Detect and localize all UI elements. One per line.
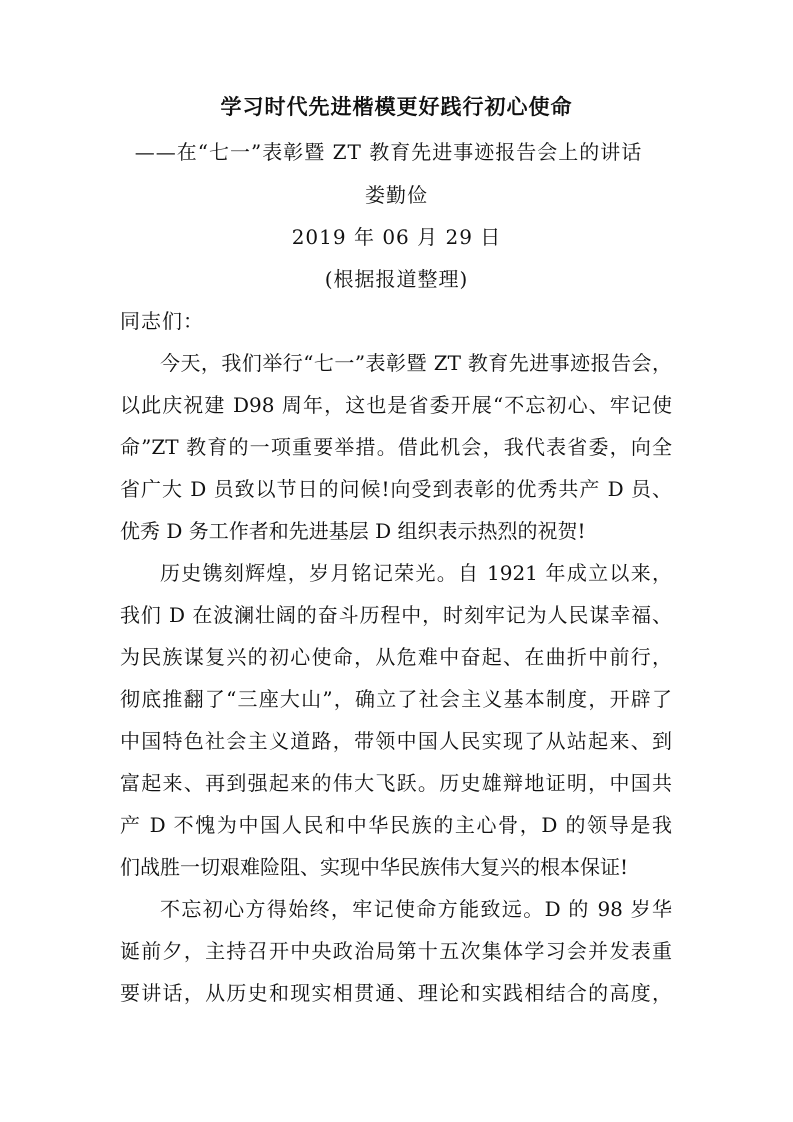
body-line: 彻底推翻了“三座大山”，确立了社会主义基本制度，开辟了 <box>120 687 672 711</box>
speech-date: 2019 年 06 月 29 日 <box>291 225 502 249</box>
body-line: 为民族谋复兴的初心使命，从危难中奋起、在曲折中前行， <box>120 645 672 669</box>
body-line: 要讲话，从历史和现实相贯通、理论和实践相结合的高度， <box>120 981 672 1005</box>
source-note: (根据报道整理) <box>324 267 469 291</box>
body-line: 诞前夕，主持召开中央政治局第十五次集体学习会并发表重 <box>120 939 672 963</box>
document-title: 学习时代先进楷模更好践行初心使命 <box>220 94 573 119</box>
author-name: 娄勤俭 <box>365 183 428 207</box>
salutation: 同志们： <box>120 309 204 333</box>
document-subtitle: ——在“七一”表彰暨 ZT 教育先进事迹报告会上的讲话 <box>134 140 643 164</box>
body-line: 省广大 D 员致以节日的问候!向受到表彰的优秀共产 D 员、 <box>120 477 672 501</box>
body-line: 不忘初心方得始终，牢记使命方能致远。D 的 98 岁华 <box>160 897 672 921</box>
body-line: 命”ZT 教育的一项重要举措。借此机会，我代表省委，向全 <box>120 435 672 459</box>
body-line: 历史镌刻辉煌，岁月铭记荣光。自 1921 年成立以来， <box>160 561 672 585</box>
body-line: 以此庆祝建 D98 周年，这也是省委开展“不忘初心、牢记使 <box>120 393 672 417</box>
body-line: 我们 D 在波澜壮阔的奋斗历程中，时刻牢记为人民谋幸福、 <box>120 603 672 627</box>
body-line: 们战胜一切艰难险阻、实现中华民族伟大复兴的根本保证! <box>120 855 629 879</box>
body-line: 今天，我们举行“七一”表彰暨 ZT 教育先进事迹报告会， <box>160 351 672 375</box>
body-line: 优秀 D 务工作者和先进基层 D 组织表示热烈的祝贺! <box>120 519 586 543</box>
body-line: 富起来、再到强起来的伟大飞跃。历史雄辩地证明，中国共 <box>120 771 672 795</box>
body-line: 产 D 不愧为中国人民和中华民族的主心骨，D 的领导是我 <box>120 813 672 837</box>
body-line: 中国特色社会主义道路，带领中国人民实现了从站起来、到 <box>120 729 672 753</box>
